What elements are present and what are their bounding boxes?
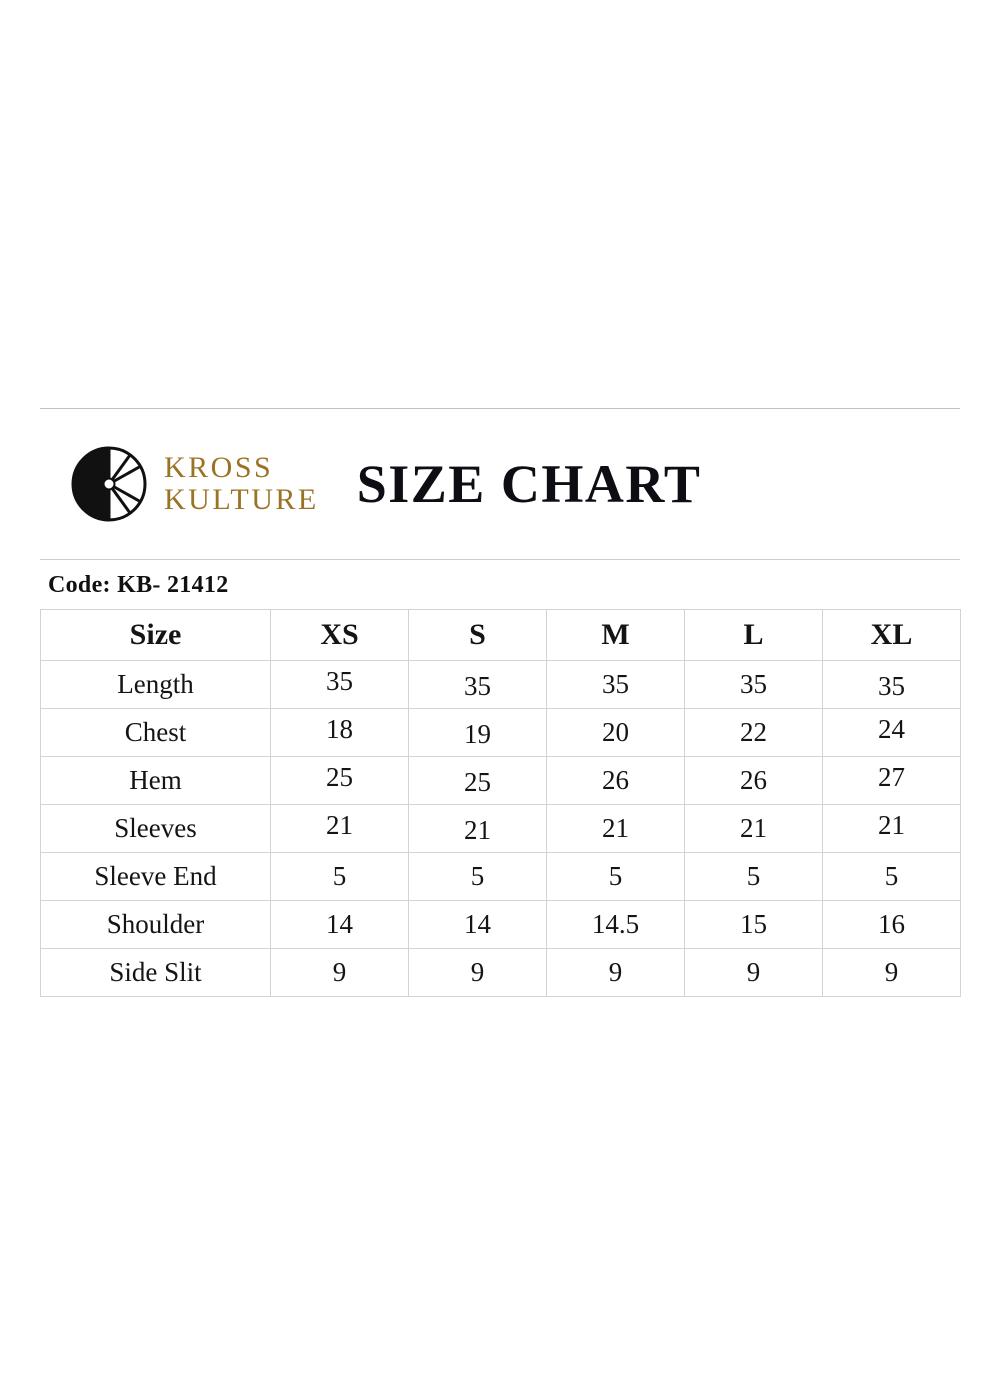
table-row xyxy=(41,805,961,853)
cell-sleeve-end-xs: 5 xyxy=(271,853,409,901)
table-row xyxy=(41,853,961,901)
table-row xyxy=(41,709,961,757)
brand-line-2: KULTURE xyxy=(164,483,319,516)
cell-sleeves-s: 21 xyxy=(409,807,547,855)
row-label-hem: Hem xyxy=(41,757,271,805)
cell-shoulder-s: 14 xyxy=(409,901,547,949)
row-label-sleeves: Sleeves xyxy=(41,805,271,853)
row-label-chest: Chest xyxy=(41,709,271,757)
cell-sleeves-xl: 21 xyxy=(823,802,961,850)
table-header-row xyxy=(41,610,961,661)
cell-side-slit-s: 9 xyxy=(409,949,547,997)
chart-header xyxy=(40,409,960,559)
cell-chest-s: 19 xyxy=(409,711,547,759)
cell-side-slit-m: 9 xyxy=(547,949,685,997)
column-header-s: S xyxy=(409,610,547,661)
row-label-sleeve-end: Sleeve End xyxy=(41,853,271,901)
row-label-shoulder: Shoulder xyxy=(41,901,271,949)
column-header-l: L xyxy=(685,610,823,661)
kross-kulture-logo-icon xyxy=(68,443,150,525)
column-header-xs: XS xyxy=(271,610,409,661)
column-header-size: Size xyxy=(41,610,271,661)
product-code: Code: KB- 21412 xyxy=(48,572,229,598)
cell-side-slit-xl: 9 xyxy=(823,949,961,997)
size-measurements-table xyxy=(40,609,961,997)
page-title: SIZE CHART xyxy=(356,454,702,514)
table-row xyxy=(41,901,961,949)
cell-length-l: 35 xyxy=(685,661,823,709)
column-header-xl: XL xyxy=(823,610,961,661)
table-row xyxy=(41,949,961,997)
cell-sleeve-end-s: 5 xyxy=(409,853,547,901)
cell-sleeve-end-m: 5 xyxy=(547,853,685,901)
cell-hem-xl: 27 xyxy=(823,754,961,802)
cell-hem-l: 26 xyxy=(685,757,823,805)
brand-wordmark xyxy=(164,452,319,516)
cell-chest-l: 22 xyxy=(685,709,823,757)
cell-sleeves-xs: 21 xyxy=(271,802,409,850)
row-label-side-slit: Side Slit xyxy=(41,949,271,997)
cell-length-xs: 35 xyxy=(271,658,409,706)
cell-length-xl: 35 xyxy=(823,663,961,711)
cell-hem-xs: 25 xyxy=(271,754,409,802)
cell-chest-xl: 24 xyxy=(823,706,961,754)
brand-line-1: KROSS xyxy=(164,451,274,485)
cell-chest-m: 20 xyxy=(547,709,685,757)
cell-shoulder-xl: 16 xyxy=(823,901,961,949)
cell-hem-m: 26 xyxy=(547,757,685,805)
cell-chest-xs: 18 xyxy=(271,706,409,754)
size-chart-sheet xyxy=(40,408,960,997)
cell-shoulder-m: 14.5 xyxy=(547,901,685,949)
cell-length-m: 35 xyxy=(547,661,685,709)
cell-shoulder-l: 15 xyxy=(685,901,823,949)
cell-sleeve-end-l: 5 xyxy=(685,853,823,901)
cell-sleeves-l: 21 xyxy=(685,805,823,853)
cell-side-slit-xs: 9 xyxy=(271,949,409,997)
cell-length-s: 35 xyxy=(409,663,547,711)
column-header-m: M xyxy=(547,610,685,661)
cell-hem-s: 25 xyxy=(409,759,547,807)
cell-sleeves-m: 21 xyxy=(547,805,685,853)
cell-sleeve-end-xl: 5 xyxy=(823,853,961,901)
cell-side-slit-l: 9 xyxy=(685,949,823,997)
table-row xyxy=(41,757,961,805)
row-label-length: Length xyxy=(41,661,271,709)
table-row xyxy=(41,661,961,709)
brand-lockup xyxy=(68,443,319,525)
cell-shoulder-xs: 14 xyxy=(271,901,409,949)
